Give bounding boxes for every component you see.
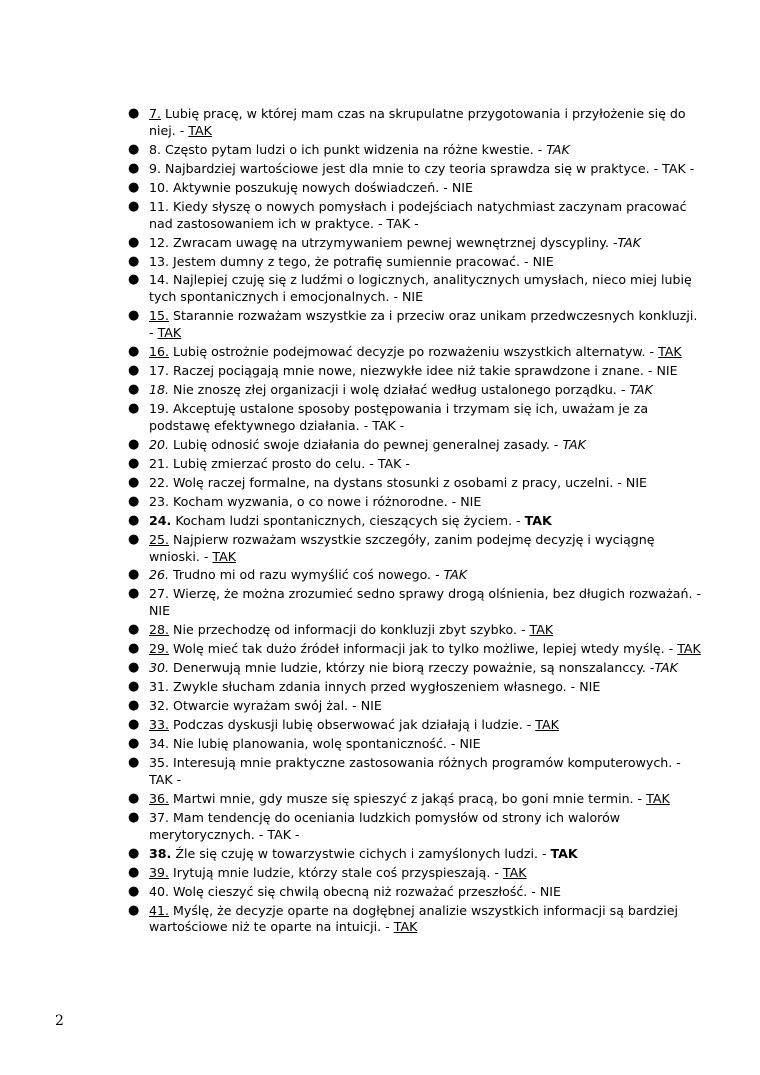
item-answer: TAK [502,864,527,880]
item-number: 9. [149,160,162,176]
item-text: Aktywnie poszukuję nowych doświadczeń. - [173,179,452,195]
item-text: Kiedy słyszę o nowych pomysłach i podejściach natychmiast zaczynam pracować nad zastosowaniem ich w praktyce. - [149,198,687,231]
item-text: Wolę raczej formalne, na dystans stosunki z osobami z pracy, uczelni. - [173,474,626,490]
bullet-icon: ● [128,401,140,416]
item-number: 11. [149,198,170,214]
item-text: Myślę, że decyzje oparte na dogłębnej analizie wszystkich informacji są bardziej wartościowe niż te oparte na intuicji. - [149,902,678,935]
item-text: Często pytam ludzi o ich punkt widzenia na różne kwestie. - [165,141,547,157]
bullet-icon: ● [128,864,140,880]
list-item [128,456,703,473]
questionnaire-list [128,106,703,938]
item-text: Nie znoszę złej organizacji i wolę działać według ustalonego porządku. - [173,382,630,398]
bullet-icon: ● [128,531,140,547]
list-item [128,437,703,454]
list-item [128,755,703,789]
bullet-icon: ● [128,902,140,918]
item-text: Podczas dyskusji lubię obserwować jak działają i ludzie. - [173,717,536,733]
item-answer: TAK [562,436,586,452]
item-answer: TAK [654,660,678,676]
list-item [128,717,703,734]
item-number: 41. [149,902,170,918]
item-number: 22. [149,474,170,490]
bullet-icon: ● [128,586,140,602]
item-answer: NIE [656,363,678,379]
item-answer: TAK [535,717,559,733]
item-number: 10. [149,179,170,195]
item-text: Irytują mnie ludzie, którzy stale coś przyspieszają. - [173,864,503,880]
list-item [128,344,703,361]
item-text: Zwracam uwagę na utrzymywaniem pewnej wewnętrznej dyscypliny. - [173,234,618,250]
list-item [128,586,703,620]
item-answer: NIE [451,179,473,195]
item-number: 38. [149,845,172,861]
list-item [128,272,703,306]
item-number: 15. [149,308,170,324]
item-number: 16. [149,344,170,360]
list-item [128,641,703,658]
item-text: Kocham ludzi spontanicznych, cieszących się życiem. - [175,512,525,528]
item-answer: TAK [157,325,182,341]
item-number: 18. [149,382,170,398]
item-text: Raczej pociągają mnie nowe, niezwykłe idee niż takie sprawdzone i znane. - [173,363,657,379]
item-number: 27. [149,586,170,602]
bullet-icon: ● [128,679,140,695]
list-item [128,810,703,844]
item-answer: TAK - [267,826,300,842]
item-number: 26. [149,567,170,583]
item-number: 25. [149,531,170,547]
list-item [128,161,703,178]
item-text: Akceptuję ustalone sposoby postępowania i trzymam się ich, uważam je za podstawę efektywnego działania. - [149,401,649,433]
item-answer: TAK [658,344,682,360]
bullet-icon: ● [128,845,140,861]
list-item [128,698,703,715]
item-text: Lubię ostrożnie podejmować decyzje po rozważeniu wszystkich alternatyw. - [173,344,659,360]
item-answer: TAK - [662,160,695,176]
item-answer: TAK [646,790,670,806]
list-item [128,363,703,380]
item-number: 34. [149,736,170,752]
bullet-icon: ● [128,622,140,638]
item-text: Lubię pracę, w której mam czas na skrupulatne przygotowania i przyłożenie się do niej. - [149,106,686,138]
bullet-icon: ● [128,141,140,157]
list-item [128,513,703,530]
bullet-icon: ● [128,160,140,176]
list-item [128,142,703,159]
bullet-icon: ● [128,363,140,379]
item-answer: TAK - [149,771,182,787]
item-number: 12. [149,234,170,250]
item-answer: TAK - [372,417,405,433]
item-answer: TAK - [377,455,410,471]
item-answer: TAK - [386,215,419,231]
item-number: 31. [149,679,170,695]
item-number: 17. [149,363,170,379]
item-answer: NIE [539,883,561,899]
bullet-icon: ● [128,512,140,528]
item-answer: TAK [629,382,653,398]
list-item [128,903,703,937]
item-number: 36. [149,790,170,806]
item-text: Najbardziej wartościowe jest dla mnie to czy teoria sprawdza się w praktyce. - [165,160,663,176]
item-text: Zwykle słucham zdania innych przed wygłoszeniem własnego. - [173,679,580,695]
item-number: 23. [149,493,170,509]
bullet-icon: ● [128,641,140,657]
item-number: 37. [149,809,170,825]
list-item [128,475,703,492]
list-item [128,865,703,882]
item-number: 32. [149,698,170,714]
list-item [128,494,703,511]
item-answer: TAK [212,548,236,564]
item-text: Trudno mi od razu wymyślić coś nowego. - [173,567,444,583]
bullet-icon: ● [128,790,140,806]
item-number: 39. [149,864,170,880]
list-item [128,884,703,901]
item-number: 33. [149,717,170,733]
item-text: Starannie rozważam wszystkie za i przeciw oraz unikam przedwczesnych konkluzji. - [149,308,698,341]
item-text: Lubię odnosić swoje działania do pewnej generalnej zasady. - [173,436,563,452]
bullet-icon: ● [128,736,140,752]
list-item [128,254,703,271]
item-number: 24. [149,512,172,528]
page-number: 2 [55,1013,64,1029]
item-text: Martwi mnie, gdy musze się spieszyć z jakąś pracą, bo goni mnie termin. - [173,790,647,806]
list-item [128,567,703,584]
list-item [128,382,703,399]
item-text: Nie przechodzę od informacji do konkluzji zbyt szybko. - [173,622,530,638]
item-answer: TAK [188,122,212,138]
item-answer: NIE [149,603,171,619]
bullet-icon: ● [128,436,140,452]
item-text: Nie lubię planowania, wolę spontaniczność. - [173,736,460,752]
bullet-icon: ● [128,106,140,121]
item-text: Źle się czuję w towarzystwie cichych i zamyślonych ludzi. - [175,845,551,861]
bullet-icon: ● [128,253,140,269]
item-answer: TAK [393,919,418,935]
item-number: 35. [149,755,170,771]
item-text: Najlepiej czuję się z ludźmi o logicznych, analitycznych umysłach, nieco miej lubię tych spontanicznych i emocjonalnych. - [149,272,692,305]
bullet-icon: ● [128,883,140,899]
item-text: Wolę cieszyć się chwilą obecną niż rozważać przeszłość. - [173,883,540,899]
item-text: Mam tendencję do oceniania ludzkich pomysłów od strony ich walorów merytorycznych. - [149,809,621,842]
item-number: 29. [149,641,170,657]
item-answer: TAK [617,234,641,250]
list-item [128,846,703,863]
list-item [128,660,703,677]
bullet-icon: ● [128,474,140,490]
list-item [128,532,703,566]
item-answer: TAK [546,141,570,157]
bullet-icon: ● [128,179,140,195]
item-answer: NIE [532,253,554,269]
item-number: 20. [149,436,170,452]
item-text: Otwarcie wyrażam swój żal. - [173,698,361,714]
bullet-icon: ● [128,567,140,583]
item-number: 21. [149,455,170,471]
item-number: 40. [149,883,170,899]
list-item [128,180,703,197]
item-number: 13. [149,253,170,269]
list-item [128,679,703,696]
item-answer: NIE [459,736,481,752]
list-item [128,199,703,233]
item-answer: NIE [625,474,647,490]
item-answer: NIE [402,289,424,305]
list-item [128,106,703,140]
item-text: Interesują mnie praktyczne zastosowania różnych programów komputerowych. - [173,755,681,771]
item-number: 8. [149,141,162,157]
list-item [128,622,703,639]
item-text: Wierzę, że można zrozumieć sedno sprawy drogą olśnienia, bez długich rozważań. - [173,586,702,602]
item-answer: NIE [460,493,482,509]
bullet-icon: ● [128,308,140,324]
bullet-icon: ● [128,455,140,471]
item-number: 7. [149,106,162,121]
item-text: Lubię zmierzać prosto do celu. - [173,455,378,471]
list-item [128,791,703,808]
list-item [128,401,703,435]
item-answer: TAK [443,567,468,583]
bullet-icon: ● [128,660,140,676]
item-answer: TAK [677,641,701,657]
bullet-icon: ● [128,493,140,509]
item-number: 14. [149,272,170,288]
item-number: 28. [149,622,170,638]
item-text: Wolę mieć tak dużo źródeł informacji jak to tylko możliwe, lepiej wtedy myślę. - [173,641,678,657]
item-text: Kocham wyzwania, o co nowe i różnorodne. - [173,493,461,509]
item-text: Jestem dumny z tego, że potrafię sumiennie pracować. - [173,253,533,269]
bullet-icon: ● [128,382,140,398]
item-answer: TAK [524,512,552,528]
list-item [128,736,703,753]
item-text: Najpierw rozważam wszystkie szczegóły, zanim podejmę decyzję i wyciągnę wnioski. - [149,531,655,564]
bullet-icon: ● [128,344,140,360]
bullet-icon: ● [128,698,140,714]
bullet-icon: ● [128,755,140,771]
item-number: 19. [149,401,170,416]
item-answer: NIE [579,679,601,695]
item-text: Denerwują mnie ludzie, którzy nie biorą rzeczy poważnie, są nonszalanccy. - [173,660,655,676]
item-answer: NIE [360,698,382,714]
bullet-icon: ● [128,272,140,288]
bullet-icon: ● [128,198,140,214]
bullet-icon: ● [128,717,140,733]
bullet-icon: ● [128,809,140,825]
item-number: 30. [149,660,170,676]
list-item [128,308,703,342]
item-answer: TAK [529,622,554,638]
bullet-icon: ● [128,234,140,250]
list-item [128,235,703,252]
item-answer: TAK [550,845,578,861]
